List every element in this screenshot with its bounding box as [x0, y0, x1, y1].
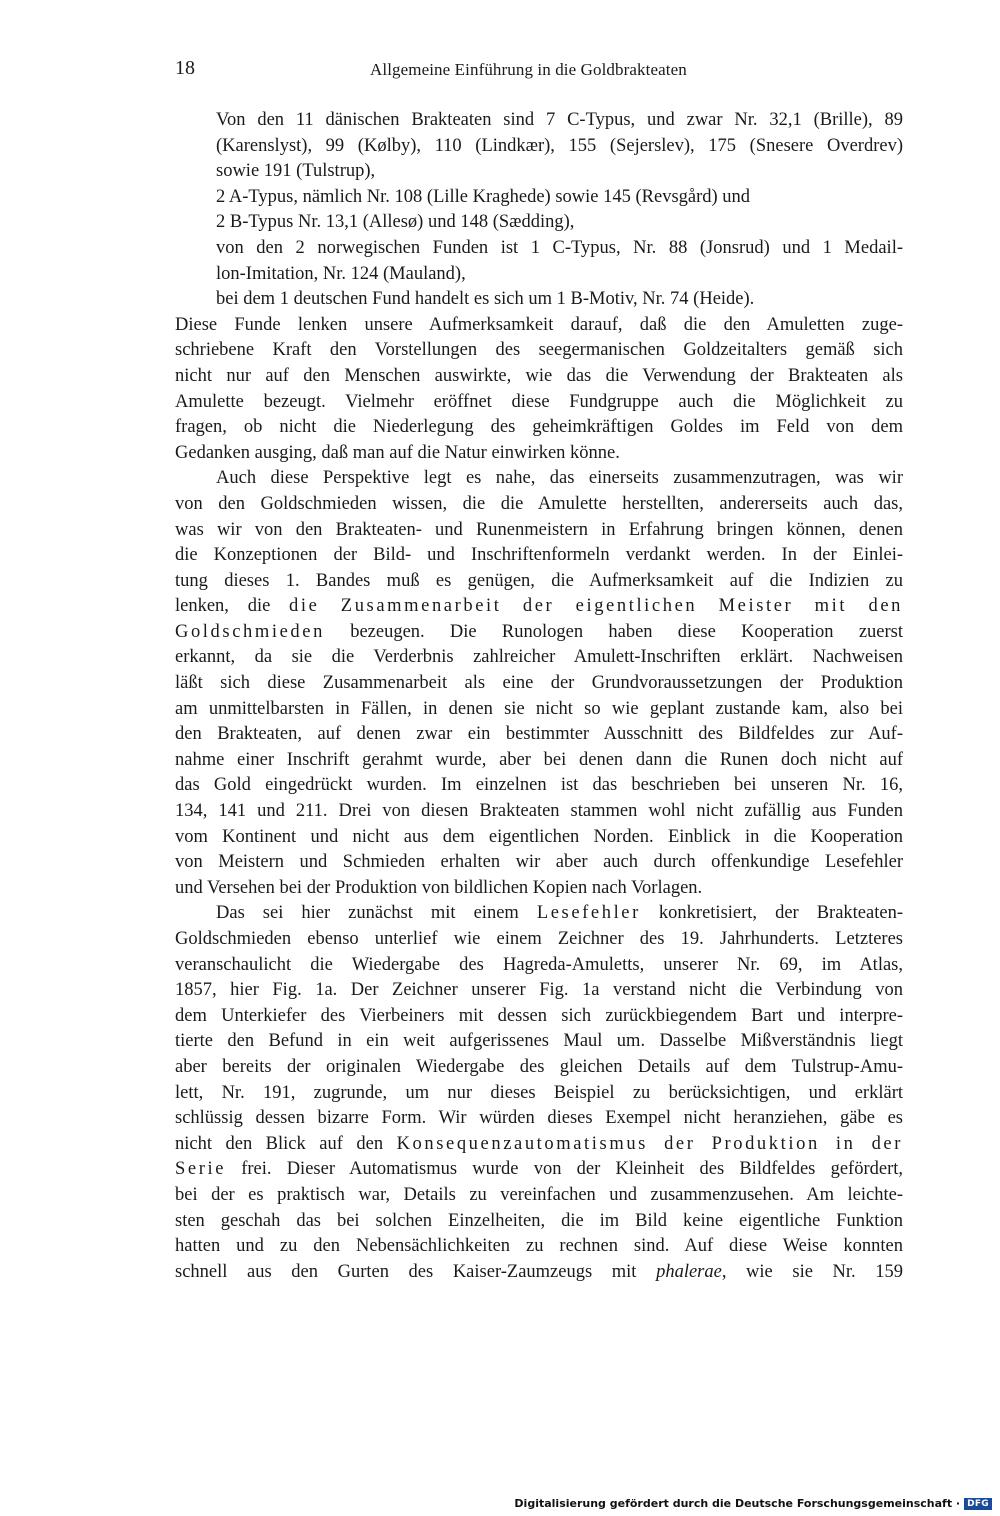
- text-segment: bezeugen. Die Runologen haben diese Kooperation zuerst: [324, 621, 903, 642]
- text-line: sten geschah das bei solchen Einzelheiten, die im Bild keine eigentliche Funktion: [175, 1210, 903, 1231]
- text-line: Amulette bezeugt. Vielmehr eröffnet diese Fundgruppe auch die Möglichkeit zu: [175, 391, 903, 412]
- spaced-text: Lesefehler: [536, 903, 641, 924]
- text-line: am unmittelbarsten in Fällen, in denen sie nicht so wie geplant zustande kam, also bei: [175, 698, 903, 719]
- text-segment: frei. Dieser Automatismus wurde von der Kleinheit des Bildfeldes gefördert,: [226, 1159, 903, 1180]
- body-text: [175, 108, 903, 1285]
- text-line: dem Unterkiefer des Vierbeiners mit dessen sich zurückbiegendem Bart und interpre-: [175, 1005, 903, 1026]
- text-line: den Brakteaten, auf denen zwar ein bestimmter Ausschnitt des Bildfeldes zur Auf-: [175, 724, 903, 745]
- text-line: Diese Funde lenken unsere Aufmerksamkeit darauf, daß die den Amuletten zuge-: [175, 314, 903, 335]
- text-line: [175, 594, 903, 620]
- text-line: tierte den Befund in ein weit aufgerissenes Maul um. Dasselbe Mißverständnis liegt: [175, 1031, 903, 1052]
- text-segment: nicht den Blick auf den: [175, 1133, 397, 1154]
- text-line: tung dieses 1. Bandes muß es genügen, die Aufmerksamkeit auf die Indizien zu: [175, 570, 903, 591]
- text-line: nicht nur auf den Menschen auswirkte, wie das die Verwendung der Brakteaten als: [175, 365, 903, 386]
- text-line: Von den 11 dänischen Brakteaten sind 7 C-Typus, und zwar Nr. 32,1 (Brille), 89: [216, 110, 903, 130]
- text-line: Gedanken ausging, daß man auf die Natur einwirken könne.: [175, 442, 620, 463]
- text-line: [175, 1157, 903, 1183]
- text-line: 134, 141 und 211. Drei von diesen Brakteaten stammen wohl nicht zufällig aus Funden: [175, 801, 903, 822]
- digitization-credit: [514, 1497, 992, 1510]
- text-line: aber bereits der originalen Wiedergabe des gleichen Details auf dem Tulstrup-Amu-: [175, 1056, 903, 1077]
- text-segment: , wie sie Nr. 159: [721, 1261, 904, 1282]
- credit-text: Digitalisierung gefördert durch die Deutsche Forschungsgemeinschaft ·: [514, 1497, 961, 1510]
- text-line: was wir von den Brakteaten- und Runenmeistern in Erfahrung bringen können, denen: [175, 519, 903, 540]
- text-line: veranschaulicht die Wiedergabe des Hagreda-Amuletts, unserer Nr. 69, im Atlas,: [175, 954, 903, 975]
- text-line: [175, 901, 903, 927]
- text-line: hatten und zu den Nebensächlichkeiten zu rechnen sind. Auf diese Weise konnten: [175, 1236, 903, 1257]
- text-line: das Gold eingedrückt wurden. Im einzelnen ist das beschrieben bei unseren Nr. 16,: [175, 775, 903, 796]
- text-line: bei der es praktisch war, Details zu vereinfachen und zusammenzusehen. Am leichte-: [175, 1184, 903, 1205]
- spaced-text: die Zusammenarbeit der eigentlichen Meister mit den: [289, 596, 903, 617]
- text-line: schriebene Kraft den Vorstellungen des seegermanischen Goldzeitalters gemäß sich: [175, 340, 903, 361]
- text-line: lett, Nr. 191, zugrunde, um nur dieses Beispiel zu berücksichtigen, und erklärt: [175, 1082, 903, 1103]
- italic-term: phalerae: [656, 1261, 722, 1282]
- page-number: 18: [175, 57, 195, 79]
- text-line: nahme einer Inschrift gerahmt wurde, aber bei denen dann die Runen doch nicht auf: [175, 749, 903, 770]
- text-line: (Karenslyst), 99 (Kølby), 110 (Lindkær), 155 (Sejerslev), 175 (Snesere Overdrev): [216, 135, 903, 156]
- spaced-text: Goldschmieden: [175, 621, 325, 642]
- text-line: 2 B-Typus Nr. 13,1 (Allesø) und 148 (Sædding),: [216, 212, 575, 233]
- text-segment: konkretisiert, der Brakteaten-: [640, 903, 903, 924]
- text-segment: Das sei hier zunächst mit einem: [216, 903, 537, 924]
- text-line: von Meistern und Schmieden erhalten wir aber auch durch offenkundige Lesefehler: [175, 852, 903, 873]
- text-line: von den Goldschmieden wissen, die die Amulette herstellten, andererseits auch das,: [175, 493, 903, 514]
- text-line: vom Kontinent und nicht aus dem eigentlichen Norden. Einblick in die Kooperation: [175, 826, 903, 847]
- text-line: schlüssig dessen bizarre Form. Wir würden dieses Exempel nicht heranziehen, gäbe es: [175, 1108, 903, 1129]
- spaced-text: Serie: [175, 1159, 227, 1180]
- spaced-text: Konsequenzautomatismus der Produktion in der: [396, 1133, 903, 1154]
- text-line: Auch diese Perspektive legt es nahe, das einerseits zusammenzutragen, was wir: [216, 468, 903, 489]
- text-line: erkannt, da sie die Verderbnis zahlreicher Amulett-Inschriften erklärt. Nachweisen: [175, 647, 903, 668]
- text-line: lon-Imitation, Nr. 124 (Mauland),: [216, 263, 466, 284]
- text-line: [175, 1260, 903, 1286]
- text-line: [175, 1132, 903, 1158]
- text-line: Goldschmieden ebenso unterlief wie einem Zeichner des 19. Jahrhunderts. Letzteres: [175, 929, 903, 949]
- text-line: fragen, ob nicht die Niederlegung des geheimkräftigen Goldes im Feld von dem: [175, 417, 903, 438]
- running-head: Allgemeine Einführung in die Goldbrakteaten: [370, 60, 687, 79]
- text-line: und Versehen bei der Produktion von bildlichen Kopien nach Vorlagen.: [175, 877, 703, 898]
- text-line: [175, 620, 903, 646]
- text-line: sowie 191 (Tulstrup),: [216, 161, 376, 182]
- text-line: die Konzeptionen der Bild- und Inschriftenformeln verdankt werden. In der Einlei-: [175, 545, 903, 566]
- text-line: 1857, hier Fig. 1a. Der Zeichner unserer Fig. 1a verstand nicht die Verbindung von: [175, 980, 903, 1001]
- text-line: bei dem 1 deutschen Fund handelt es sich um 1 B-Motiv, Nr. 74 (Heide).: [216, 289, 755, 310]
- dfg-logo-icon: DFG: [964, 1498, 992, 1510]
- text-segment: lenken, die: [175, 596, 290, 617]
- text-line: von den 2 norwegischen Funden ist 1 C-Typus, Nr. 88 (Jonsrud) und 1 Medail-: [216, 237, 903, 258]
- text-segment: schnell aus den Gurten des Kaiser-Zaumzeugs mit: [175, 1261, 657, 1282]
- text-line: 2 A-Typus, nämlich Nr. 108 (Lille Kraghede) sowie 145 (Revsgård) und: [216, 186, 751, 207]
- text-line: läßt sich diese Zusammenarbeit als eine der Grundvoraussetzungen der Produktion: [175, 673, 903, 694]
